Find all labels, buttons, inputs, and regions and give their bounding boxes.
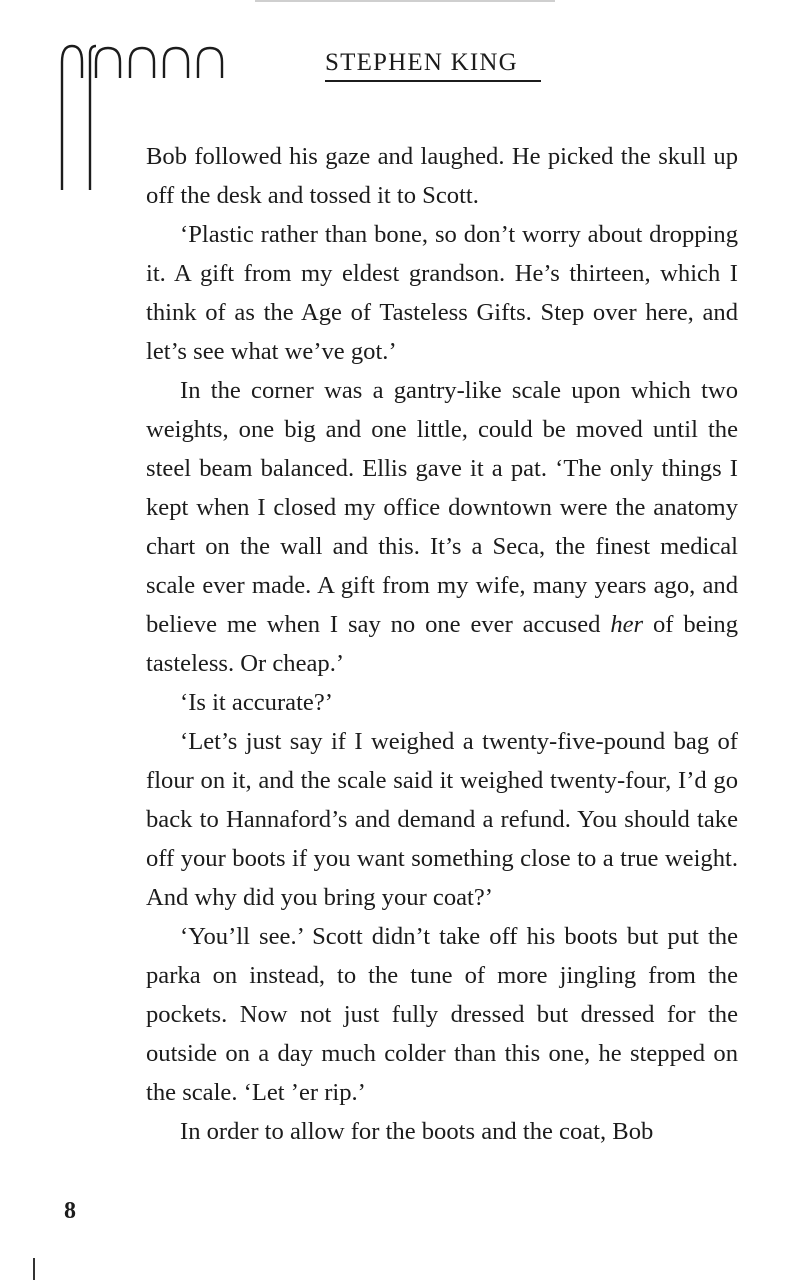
paragraph-text: In the corner was a gantry-like scale upon which two weights, one big and one little, could be moved until the steel beam balanced. Ellis gave it a pat. ‘The only things I kept when I closed my office downtown were the anatomy chart on the wall and this. It’s a Seca, the finest medical scale ever made. A gift from my wife, many years ago, and believe me when I say no one ever accused bbox=[146, 377, 738, 638]
paragraph: Bob followed his gaze and laughed. He picked the skull up off the desk and tossed it to Scott. bbox=[146, 143, 738, 209]
paragraph-text: of being tasteless. Or cheap.’ bbox=[146, 611, 738, 677]
running-head-underline bbox=[325, 80, 541, 82]
page-edge-mark bbox=[33, 1258, 35, 1280]
paragraph bbox=[146, 371, 738, 683]
paragraph: ‘Plastic rather than bone, so don’t worry about dropping it. A gift from my eldest grandson. He’s thirteen, which I think of as the Age of Tasteless Gifts. Step over here, and let’s see what we’ve got.’ bbox=[146, 221, 738, 365]
page-top-edge bbox=[255, 0, 555, 2]
page-number: 8 bbox=[64, 1198, 76, 1224]
emphasis-text: her bbox=[610, 611, 644, 638]
body-text bbox=[146, 137, 738, 1151]
paragraph: ‘Is it accurate?’ bbox=[180, 689, 333, 716]
running-head-text: STEPHEN KING bbox=[325, 49, 518, 76]
paragraph: ‘Let’s just say if I weighed a twenty-five-pound bag of flour on it, and the scale said it weighed twenty-four, I’d go back to Hannaford’s and demand a refund. You should take off your boots if you want something close to a true weight. And why did you bring your coat?’ bbox=[146, 728, 738, 911]
running-head bbox=[325, 48, 545, 78]
paragraph: In order to allow for the boots and the coat, Bob bbox=[180, 1118, 654, 1145]
paragraph: ‘You’ll see.’ Scott didn’t take off his boots but put the parka on instead, to the tune of more jingling from the pockets. Now not just fully dressed but dressed for the outside on a day much colder than this one, he stepped on the scale. ‘Let ’er rip.’ bbox=[146, 923, 738, 1106]
